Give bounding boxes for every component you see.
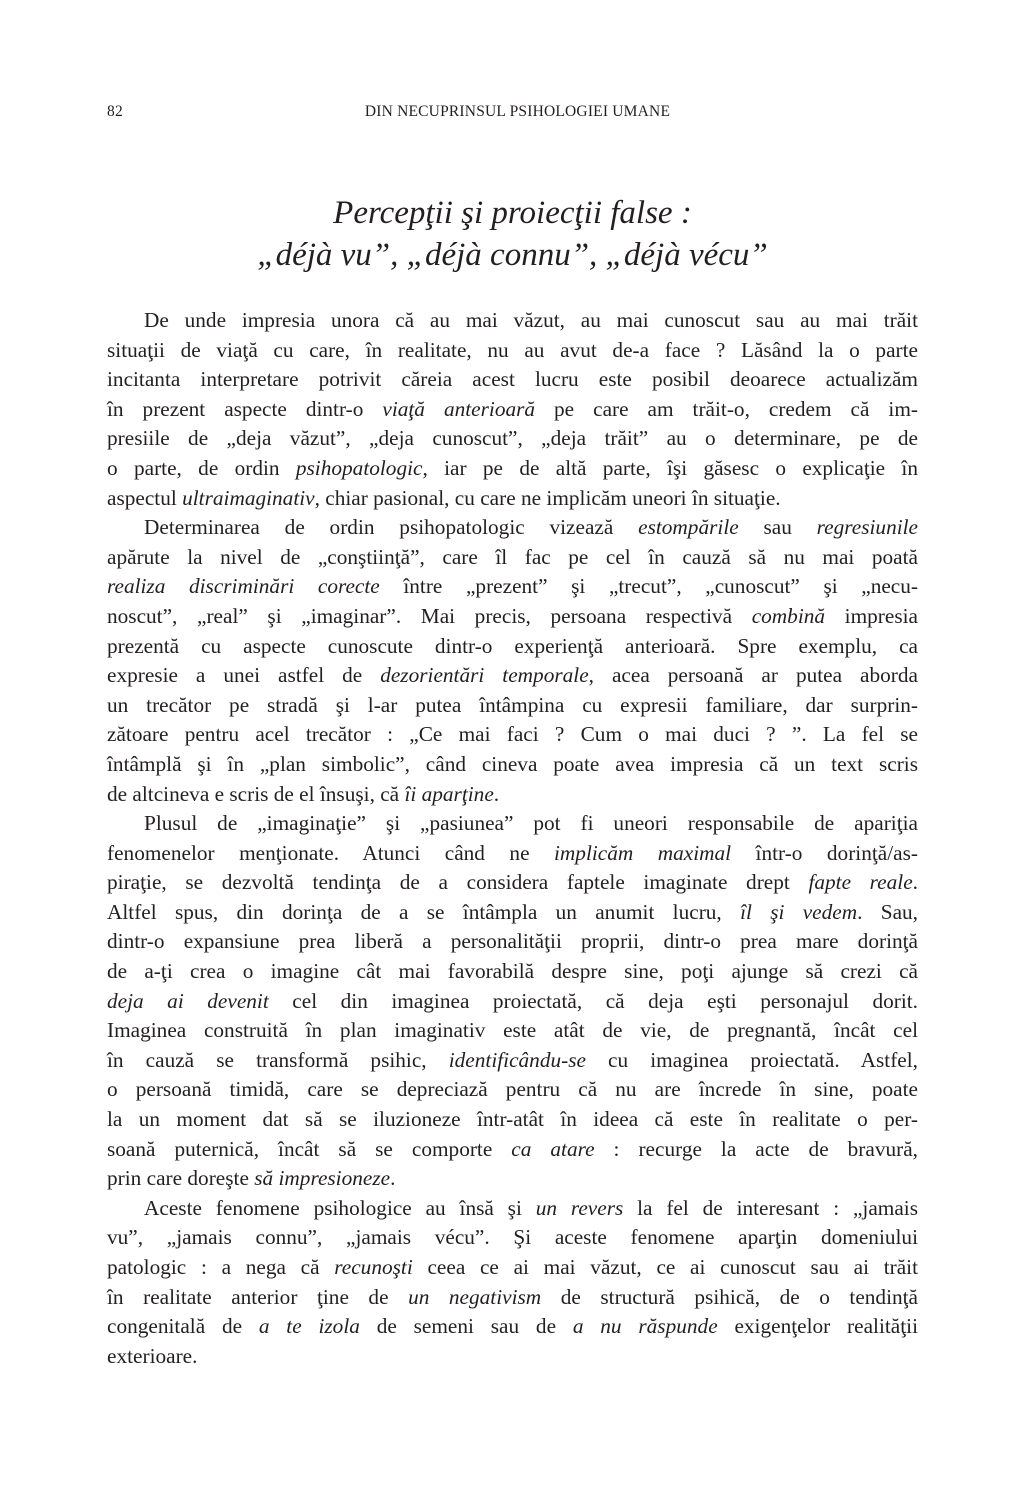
- text-run: de a-ţi crea o imagine cât mai favorabilă despre sine, poţi ajunge să crezi că: [107, 959, 918, 984]
- text-line: [107, 691, 918, 721]
- text-run: ceea ce ai mai văzut, ce ai cunoscut sau ai trăit: [412, 1255, 919, 1279]
- text-run: prin care doreşte: [107, 1166, 255, 1191]
- text-run: apărute la nivel de „conştiinţă”, care îl fac pe cel în cauză să nu mai poată: [107, 544, 918, 569]
- text-run: Plusul de „imaginaţie” şi „pasiunea” pot fi uneori responsabile de apariţia: [144, 811, 918, 836]
- text-run: , iar pe de altă parte, îşi găsesc o explicaţie în: [422, 455, 918, 480]
- text-line: [107, 750, 918, 780]
- text-run: între „prezent” şi „trecut”, „cunoscut” şi „necu-: [379, 574, 918, 599]
- text-run: Imaginea construită în plan imaginativ este atât de vie, de pregnantă, încât cel: [107, 1018, 918, 1043]
- text-line: [107, 927, 918, 957]
- text-run: , acea persoană ar putea aborda: [588, 663, 918, 688]
- emphasis-text: deja ai devenit: [107, 988, 269, 1013]
- emphasis-text: estompările: [638, 515, 739, 540]
- text-line: [107, 809, 918, 839]
- emphasis-text: a nu răspunde: [572, 1314, 718, 1339]
- text-line: [107, 661, 918, 691]
- text-run: într-o dorinţă/as-: [731, 840, 918, 865]
- text-line: [107, 572, 918, 602]
- text-line: [107, 424, 918, 454]
- text-run: patologic : a nega că: [107, 1255, 335, 1279]
- text-run: cel din imaginea proiectată, că deja eşti personajul dorit.: [268, 988, 918, 1013]
- text-line: [107, 1135, 918, 1165]
- emphasis-text: implicăm maximal: [554, 840, 732, 865]
- page-number: 82: [107, 103, 123, 120]
- emphasis-text: să impresioneze: [254, 1166, 391, 1191]
- text-run: de altcineva e scris de el însuşi, că: [107, 781, 405, 806]
- text-run: pe care am trăit-o, credem că im-: [535, 396, 919, 421]
- paragraph: [107, 809, 918, 1194]
- body-text: [107, 306, 918, 1371]
- text-line: [107, 365, 918, 395]
- text-line: [107, 1164, 918, 1194]
- text-run: congenitală de: [107, 1314, 259, 1339]
- text-run: zătoare pentru acel trecător : „Ce mai faci ? Cum o mai duci ? ”. La fel se: [107, 722, 918, 747]
- text-line: [107, 839, 918, 869]
- chapter-title-line-2: „déjà vu”, „déjà connu”, „déjà vécu”: [257, 237, 768, 273]
- text-line: [107, 632, 918, 662]
- text-run: .: [912, 870, 918, 895]
- emphasis-text: recunoşti: [334, 1255, 413, 1279]
- emphasis-text: un revers: [535, 1195, 624, 1220]
- text-line: [107, 454, 918, 484]
- emphasis-text: viaţă anterioară: [382, 396, 536, 421]
- paragraph: [107, 1194, 918, 1372]
- text-line: [107, 484, 918, 514]
- text-run: expresie a unei astfel de: [107, 663, 381, 688]
- emphasis-text: ca atare: [511, 1136, 595, 1161]
- chapter-title: [107, 192, 918, 276]
- text-run: sau: [738, 515, 817, 540]
- text-run: Aceste fenomene psihologice au însă şi: [144, 1195, 536, 1220]
- text-run: soană puternică, încât să se comporte: [107, 1136, 512, 1161]
- text-run: : recurge la acte de bravură,: [594, 1136, 918, 1161]
- text-run: piraţie, se dezvoltă tendinţa de a considera faptele imaginate drept: [107, 870, 809, 895]
- text-line: [107, 1253, 918, 1283]
- text-line: [107, 898, 918, 928]
- emphasis-text: identificându-se: [448, 1047, 586, 1072]
- text-run: o parte, de ordin: [107, 455, 296, 480]
- text-run: .: [493, 781, 500, 806]
- text-run: întâmplă şi în „plan simbolic”, când cineva poate avea impresia că un text scris: [107, 751, 918, 776]
- text-line: [107, 957, 918, 987]
- text-run: la fel de interesant : „jamais: [623, 1195, 918, 1220]
- text-run: dintr-o expansiune prea liberă a personalităţii proprii, dintr-o prea mare dorinţă: [107, 929, 918, 954]
- paragraph: [107, 306, 918, 513]
- text-run: , chiar pasional, cu care ne implicăm uneori în situaţie.: [314, 485, 781, 510]
- text-run: cu imaginea proiectată. Astfel,: [585, 1047, 918, 1072]
- text-line: [107, 602, 918, 632]
- text-run: noscut”, „real” şi „imaginar”. Mai precis, persoana respectivă: [107, 603, 752, 628]
- text-line: [107, 1016, 918, 1046]
- text-run: vu”, „jamais connu”, „jamais vécu”. Şi aceste fenomene aparţin domeniului: [107, 1225, 918, 1250]
- running-header: [107, 103, 918, 125]
- text-line: [107, 720, 918, 750]
- text-line: [107, 1342, 918, 1372]
- emphasis-text: realiza discriminări corecte: [107, 574, 380, 599]
- text-line: [107, 1312, 918, 1342]
- text-line: [107, 336, 918, 366]
- text-line: [107, 1194, 918, 1224]
- emphasis-text: fapte reale: [808, 870, 913, 895]
- book-title: DIN NECUPRINSUL PSIHOLOGIEI UMANE: [364, 103, 671, 120]
- text-run: în cauză se transformă psihic,: [107, 1047, 449, 1072]
- text-run: impresia: [825, 603, 918, 628]
- emphasis-text: a te izola: [258, 1314, 360, 1339]
- text-line: [107, 306, 918, 336]
- text-line: [107, 780, 918, 810]
- text-run: în realitate anterior ţine de: [107, 1284, 409, 1309]
- text-line: [107, 987, 918, 1017]
- text-run: la un moment dat să se iluzioneze într-atât în ideea că este în realitate o per-: [107, 1107, 918, 1132]
- text-line: [107, 1046, 918, 1076]
- text-run: situaţii de viaţă cu care, în realitate, nu au avut de-a face ? Lăsând la o parte: [107, 337, 918, 362]
- text-run: exterioare.: [107, 1343, 198, 1368]
- text-run: exigenţelor realităţii: [717, 1314, 919, 1339]
- text-line: [107, 543, 918, 573]
- text-run: incitanta interpretare potrivit căreia acest lucru este posibil deoarece actualizăm: [107, 367, 918, 392]
- emphasis-text: combină: [751, 603, 826, 628]
- text-line: [107, 1075, 918, 1105]
- text-run: un trecător pe stradă şi l-ar putea întâmpina cu expresii familiare, dar surprin-: [107, 692, 918, 717]
- text-run: fenomenelor menţionate. Atunci când ne: [107, 840, 554, 865]
- emphasis-text: ultraimaginativ: [182, 485, 315, 510]
- text-run: aspectul: [107, 485, 183, 510]
- emphasis-text: un negativism: [408, 1284, 542, 1309]
- chapter-title-line-1: Percepţii şi proiecţii false :: [333, 195, 692, 231]
- emphasis-text: îl şi vedem: [740, 899, 858, 924]
- text-run: . Sau,: [857, 899, 918, 924]
- emphasis-text: dezorientări temporale: [380, 663, 589, 688]
- emphasis-text: îi aparţine: [404, 781, 494, 806]
- text-line: [107, 1223, 918, 1253]
- text-run: o persoană timidă, care se depreciază pentru că nu are încrede în sine, poate: [107, 1077, 918, 1102]
- text-run: Determinarea de ordin psihopatologic vizează: [144, 515, 639, 540]
- text-run: De unde impresia unora că au mai văzut, au mai cunoscut sau au mai trăit: [144, 308, 918, 332]
- emphasis-text: regresiunile: [816, 515, 919, 540]
- text-run: de structură psihică, de o tendinţă: [541, 1284, 919, 1309]
- text-run: de semeni sau de: [359, 1314, 573, 1339]
- text-line: [107, 868, 918, 898]
- text-run: presiile de „deja văzut”, „deja cunoscut”, „deja trăit” au o determinare, pe de: [107, 426, 918, 451]
- text-run: prezentă cu aspecte cunoscute dintr-o experienţă anterioară. Spre exemplu, ca: [107, 633, 918, 658]
- text-line: [107, 513, 918, 543]
- text-line: [107, 1105, 918, 1135]
- text-run: .: [390, 1166, 396, 1191]
- text-line: [107, 395, 918, 425]
- text-run: Altfel spus, din dorinţa de a se întâmpla un anumit lucru,: [107, 899, 741, 924]
- text-line: [107, 1283, 918, 1313]
- text-run: în prezent aspecte dintr-o: [107, 396, 383, 421]
- paragraph: [107, 513, 918, 809]
- emphasis-text: psihopatologic: [295, 455, 423, 480]
